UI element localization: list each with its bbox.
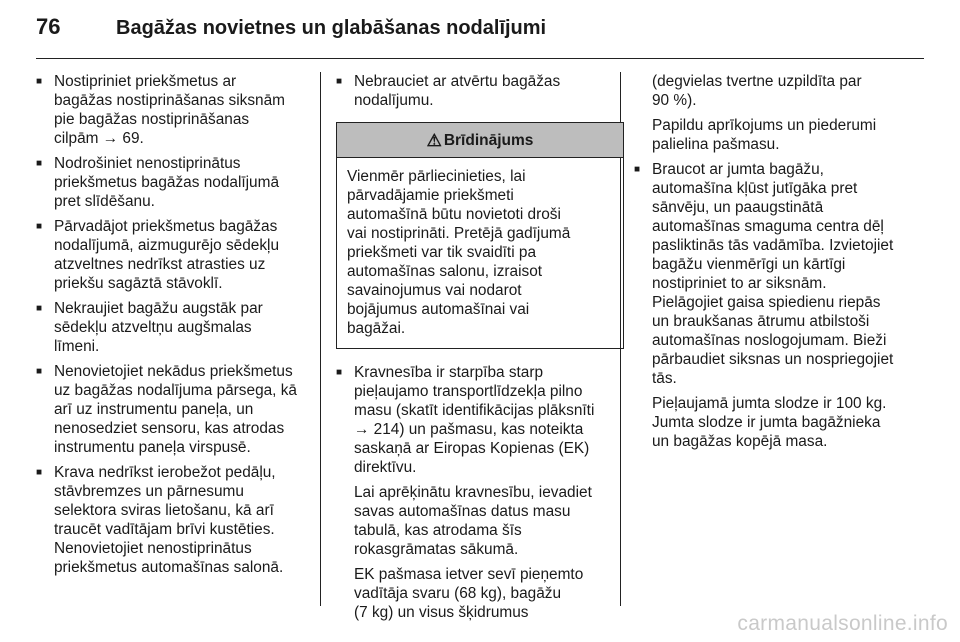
column-divider-1	[320, 72, 321, 606]
column-2	[336, 72, 616, 628]
page-number: 76	[36, 14, 61, 39]
paragraph: Papildu aprīkojums un piederumi palielina pašmasu.	[652, 117, 877, 153]
list-item: ■ Nebrauciet ar atvērtu bagāžas nodalījumu.	[336, 72, 616, 110]
warning-triangle-icon: ⚠	[426, 130, 442, 150]
page-title: Bagāžas novietnes un glabāšanas nodalījumi	[116, 17, 547, 39]
list-item: ■ Nodrošiniet nenostiprinātus priekšmetus bagāžas nodalījumā pret slīdēšanu.	[36, 154, 318, 211]
list-item: ■ Kravnesība ir starpība starp pieļaujamo transportlīdzekļa pilno masu (skatīt identifikācijas plāksnīti → 214) un pašmasu, kas noteikta saskaņā ar Eiropas Kopienas (EK) direktīvu.	[336, 363, 616, 477]
bullet-list	[36, 72, 318, 577]
paragraph: (degvielas tvertne uzpildīta par 90 %).	[652, 73, 862, 109]
bullet-list	[336, 363, 616, 477]
bullet-list	[634, 160, 930, 388]
paragraph: Pieļaujamā jumta slodze ir 100 kg. Jumta slodze ir jumta bagāžnieka un bagāžas kopējā masa.	[652, 395, 887, 450]
header-rule	[36, 58, 924, 59]
bullet-list	[336, 72, 616, 110]
list-item: ■ Nenovietojiet nekādus priekšmetus uz bagāžas nodalījuma pārsega, kā arī uz instrumentu paneļa, un nenosedziet sensoru, kas atrodas instrumentu paneļa virspusē.	[36, 362, 318, 457]
warning-header	[337, 123, 623, 158]
paragraph: Lai aprēķinātu kravnesību, ievadiet savas automašīnas datus masu tabulā, kas atrodama šīs rokasgrāmatas sākumā.	[354, 484, 592, 558]
column-1	[36, 72, 318, 583]
watermark: carmanualsonline.info	[737, 612, 948, 635]
list-item: ■ Nekraujiet bagāžu augstāk par sēdekļu atzveltņu augšmalas līmeni.	[36, 299, 318, 356]
warning-box	[336, 122, 624, 349]
page-header	[36, 14, 546, 50]
list-item: ■ Nostipriniet priekšmetus ar bagāžas nostiprināšanas siksnām pie bagāžas nostiprināšanas cilpām → 69.	[36, 72, 318, 148]
paragraph: EK pašmasa ietver sevī pieņemto vadītāja svaru (68 kg), bagāžu (7 kg) un visus šķidrumus	[354, 566, 584, 621]
list-item: ■ Braucot ar jumta bagāžu, automašīna kļūst jutīgāka pret sānvēju, un paaugstinātā automašīnas smaguma centra dēļ pasliktinās tās vadāmība. Izvietojiet bagāžu vienmērīgi un kārtīgi nostipriniet to ar siksnām. Pielāgojiet gaisa spiedienu riepās un braukšanas ātrumu atbilstoši automašīnas noslogojumam. Bieži pārbaudiet siksnas un nospriegojiet tās.	[634, 160, 930, 388]
warning-heading: Brīdinājums	[443, 131, 534, 149]
list-item: ■ Pārvadājot priekšmetus bagāžas nodalījumā, aizmugurējo sēdekļu atzveltnes nedrīkst atrasties uz priekšu sagāztā stāvoklī.	[36, 217, 318, 293]
warning-text: Vienmēr pārliecinieties, lai pārvadājamie priekšmeti automašīnā būtu novietoti droši vai nostiprināti. Pretējā gadījumā priekšmeti var tik svaidīti pa automašīnas salonu, izraisot savainojumus vai nodarot bojājumus automašīnai vai bagāžai.	[347, 168, 571, 337]
list-item: ■ Krava nedrīkst ierobežot pedāļu, stāvbremzes un pārnesumu selektora sviras lietošanu, kā arī traucēt vadītājam brīvi kustēties. Nenovietojiet nenostiprinātus priekšmetus automašīnas salonā.	[36, 463, 318, 577]
column-3	[634, 72, 930, 457]
